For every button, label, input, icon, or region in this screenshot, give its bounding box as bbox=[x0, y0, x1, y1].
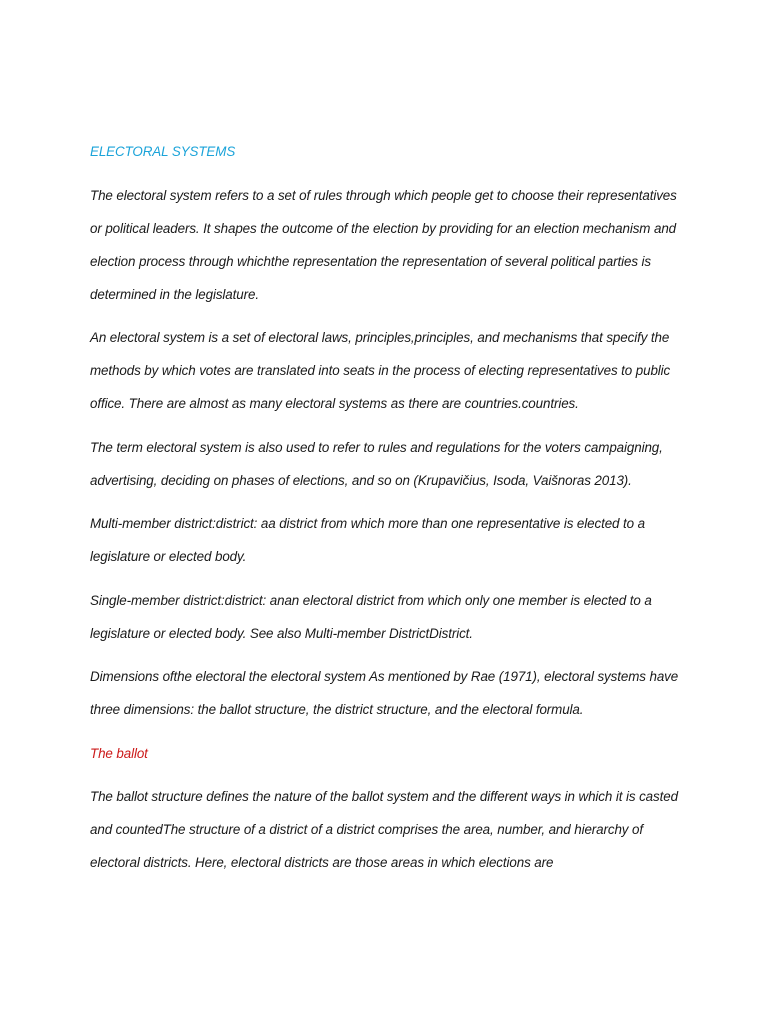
document-title: ELECTORAL SYSTEMS bbox=[90, 144, 236, 159]
document-body bbox=[90, 135, 682, 890]
paragraph-electoral-laws: An electoral system is a set of electoral laws, principles,principles, and mechanisms that specify the methods by which votes are translated into seats in the process of electing representatives to public office. There are almost as many electoral systems as there are countries.countries. bbox=[90, 330, 671, 411]
subheading-ballot: The ballot bbox=[90, 745, 148, 761]
paragraph-dimensions: Dimensions ofthe electoral the electoral system As mentioned by Rae (1971), electoral systems have three dimensions: the ballot structure, the district structure, and the electoral formula. bbox=[90, 669, 679, 717]
paragraph-single-member-district: Single-member district:district: anan electoral district from which only one member is elected to a legislature or elected body. See also Multi-member DistrictDistrict. bbox=[90, 592, 652, 641]
paragraph-term-usage: The term electoral system is also used to refer to rules and regulations for the voters campaigning, advertising, deciding on phases of elections, and so on (Krupavičius, Isoda, Vaišnoras 2013). bbox=[90, 439, 663, 488]
paragraph-electoral-system-definition: The electoral system refers to a set of rules through which people get to choose their representatives or political leaders. It shapes the outcome of the election by providing for an election mechanism and election process through whichthe representation the representation of several political parties is determined in the legislature. bbox=[90, 187, 677, 302]
paragraph-ballot-structure: The ballot structure defines the nature of the ballot system and the different ways in which it is casted and countedThe structure of a district of a district comprises the area, number, and hierarchy of electoral districts. Here, electoral districts are those areas in which elections are bbox=[90, 789, 678, 870]
paragraph-multi-member-district: Multi-member district:district: aa district from which more than one representative is elected to a legislature or elected body. bbox=[90, 516, 645, 564]
